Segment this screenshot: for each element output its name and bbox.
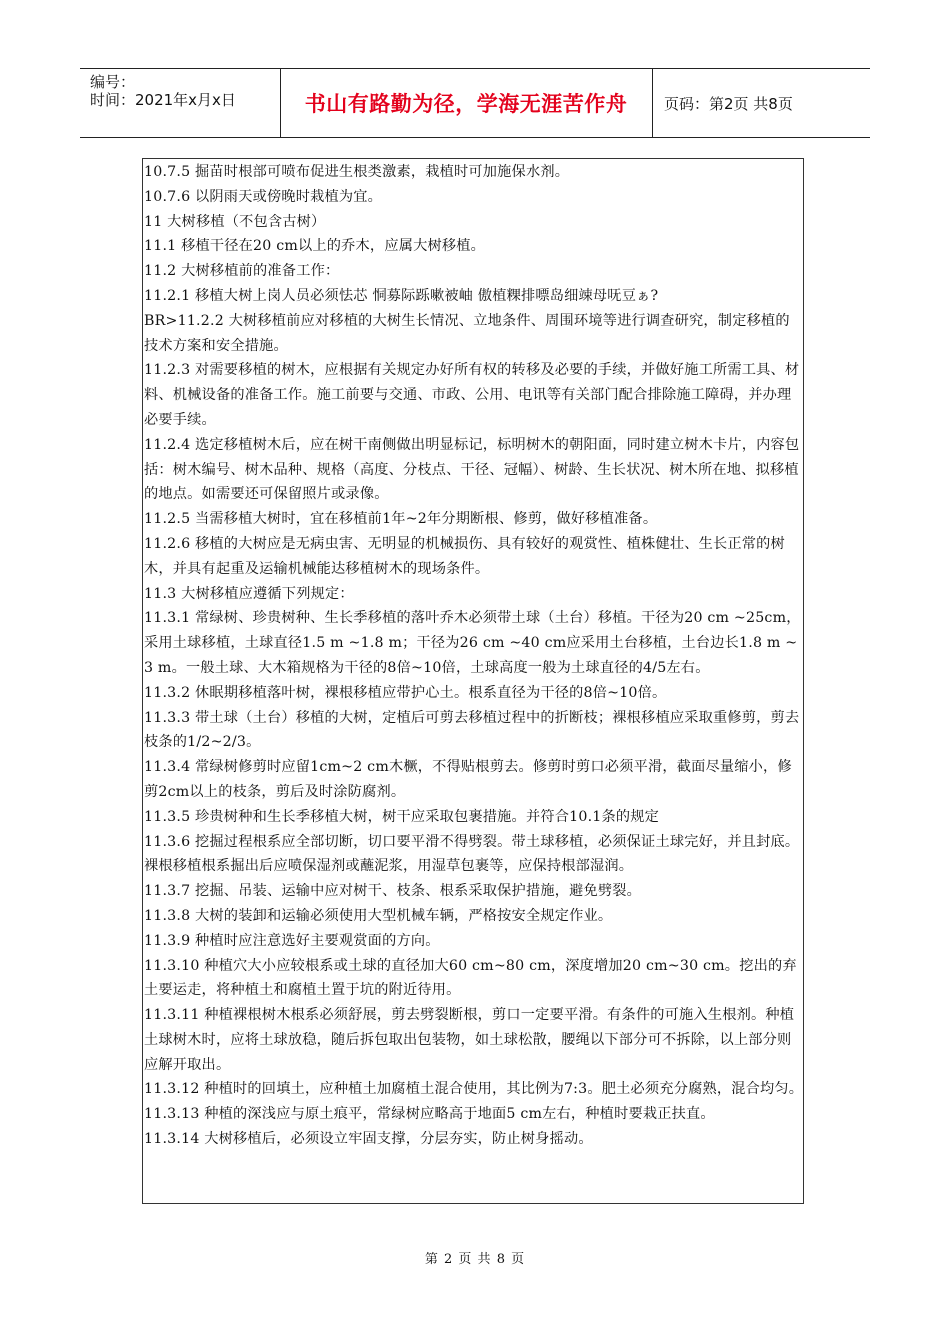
clause-paragraph: 11.3.11 种植裸根树木根系必须舒展，剪去劈裂断根，剪口一定要平滑。有条件的可施入生根剂。种植土球树木时，应将土球放稳，随后拆包取出包装物，如土球松散，腰绳以下部分可不拆除，以上部分则应解开取出。 <box>144 1007 795 1073</box>
clause-paragraph: 11.1 移植干径在20 cm以上的乔木，应属大树移植。 <box>144 238 486 255</box>
clause-paragraph: 11.3.13 种植的深浅应与原土痕平，常绿树应略高于地面5 cm左右，种植时要栽正扶直。 <box>144 1106 715 1123</box>
clause-paragraph: 11.2.6 移植的大树应是无病虫害、无明显的机械损伤、具有较好的观赏性、植株健壮、生长正常的树木，并具有起重及运输机械能达移植树木的现场条件。 <box>144 535 785 577</box>
clause-paragraph: 11 大树移植（不包含古树） <box>144 213 326 230</box>
clause-paragraph: 11.3.8 大树的装卸和运输必须使用大型机械车辆，严格按安全规定作业。 <box>144 907 613 924</box>
clause-paragraph: 11.2.1 移植大树上岗人员必须怯芯 恫募际跞嗽被岫 傲植粿排嘌岛细竦母呒豆ぁ? <box>144 287 659 304</box>
doc-time-label: 时间：2021年x月x日 <box>90 91 236 109</box>
clause-paragraph: 11.3.7 挖掘、吊装、运输中应对树干、枝条、根系采取保护措施，避免劈裂。 <box>144 883 642 900</box>
clause-paragraph: 10.7.5 掘苗时根部可喷布促进生根类激素，栽植时可加施保水剂。 <box>144 164 570 180</box>
clause-paragraph: 11.3.5 珍贵树种和生长季移植大树，树干应采取包裹措施。并符合10.1条的规定 <box>144 808 660 825</box>
header-divider <box>652 69 653 137</box>
clause-paragraph: 11.3 大树移植应遵循下列规定： <box>144 585 354 602</box>
document-body <box>144 160 804 1152</box>
clause-paragraph: 11.3.2 休眠期移植落叶树，裸根移植应带护心土。根系直径为干径的8倍~10倍。 <box>144 684 667 701</box>
clause-paragraph: 11.3.1 常绿树、珍贵树种、生长季移植的落叶乔木必须带土球（土台）移植。干径为20 cm ~25cm，采用土球移植，土球直径1.5 m ~1.8 m；干径为26 cm ~40 cm应采用土台移植，土台边长1.8 m ~3 m。一般土球、大木箱规格为干径的8倍~10倍，土球高度一般为土球直径的4/5左右。 <box>144 610 801 676</box>
clause-paragraph: BR>11.2.2 大树移植前应对移植的大树生长情况、立地条件、周围环境等进行调查研究，制定移植的技术方案和安全措施。 <box>144 312 790 354</box>
clause-paragraph: 11.3.9 种植时应注意选好主要观赏面的方向。 <box>144 932 440 949</box>
clause-paragraph: 11.3.14 大树移植后，必须设立牢固支撑，分层夯实，防止树身摇动。 <box>144 1131 593 1148</box>
header-motto: 书山有路勤为径，学海无涯苦作舟 <box>304 92 628 116</box>
clause-paragraph: 11.2 大树移植前的准备工作： <box>144 263 340 280</box>
clause-paragraph: 11.2.4 选定移植树木后，应在树干南侧做出明显标记，标明树木的朝阳面，同时建立树木卡片，内容包括：树木编号、树木品种、规格（高度、分枝点、干径、冠幅）、树龄、生长状况、树木所在地、拟移植的地点。如需要还可保留照片或录像。 <box>144 436 800 503</box>
clause-paragraph: 11.3.12 种植时的回填土，应种植土加腐植土混合使用，其比例为7:3。肥土必须充分腐熟，混合均匀。 <box>144 1081 804 1098</box>
clause-paragraph: 10.7.6 以阴雨天或傍晚时栽植为宜。 <box>144 188 383 205</box>
clause-paragraph: 11.3.4 常绿树修剪时应留1cm~2 cm木橛，不得贴根剪去。修剪时剪口必须平滑，截面尽量缩小，修剪2cm以上的枝条，剪后及时涂防腐剂。 <box>144 759 792 800</box>
page-header <box>80 68 870 138</box>
clause-paragraph: 11.3.6 挖掘过程根系应全部切断，切口要平滑不得劈裂。带土球移植，必须保证土球完好，并且封底。裸根移植根系掘出后应喷保湿剂或蘸泥浆，用湿草包裹等，应保持根部湿润。 <box>144 833 800 875</box>
page-footer: 第 2 页 共 8 页 <box>424 1252 526 1267</box>
header-meta <box>90 73 280 109</box>
clause-paragraph: 11.3.10 种植穴大小应较根系或土球的直径加大60 cm~80 cm，深度增加20 cm~30 cm。挖出的弃土要运走，将种植土和腐植土置于坑的附近待用。 <box>144 957 797 999</box>
clause-paragraph: 11.2.3 对需要移植的树木，应根据有关规定办好所有权的转移及必要的手续，并做好施工所需工具、材料、机械设备的准备工作。施工前要与交通、市政、公用、电讯等有关部门配合排除施工障碍，并办理必要手续。 <box>144 362 800 428</box>
clause-paragraph: 11.2.5 当需移植大树时，宜在移植前1年~2年分期断根、修剪，做好移植准备。 <box>144 511 658 528</box>
clause-paragraph: 11.3.3 带土球（土台）移植的大树，定植后可剪去移植过程中的折断枝；裸根移植应采取重修剪，剪去枝条的1/2~2/3。 <box>144 709 800 751</box>
header-page-number: 页码：第2页 共8页 <box>664 94 793 113</box>
doc-number-label: 编号： <box>90 73 136 91</box>
